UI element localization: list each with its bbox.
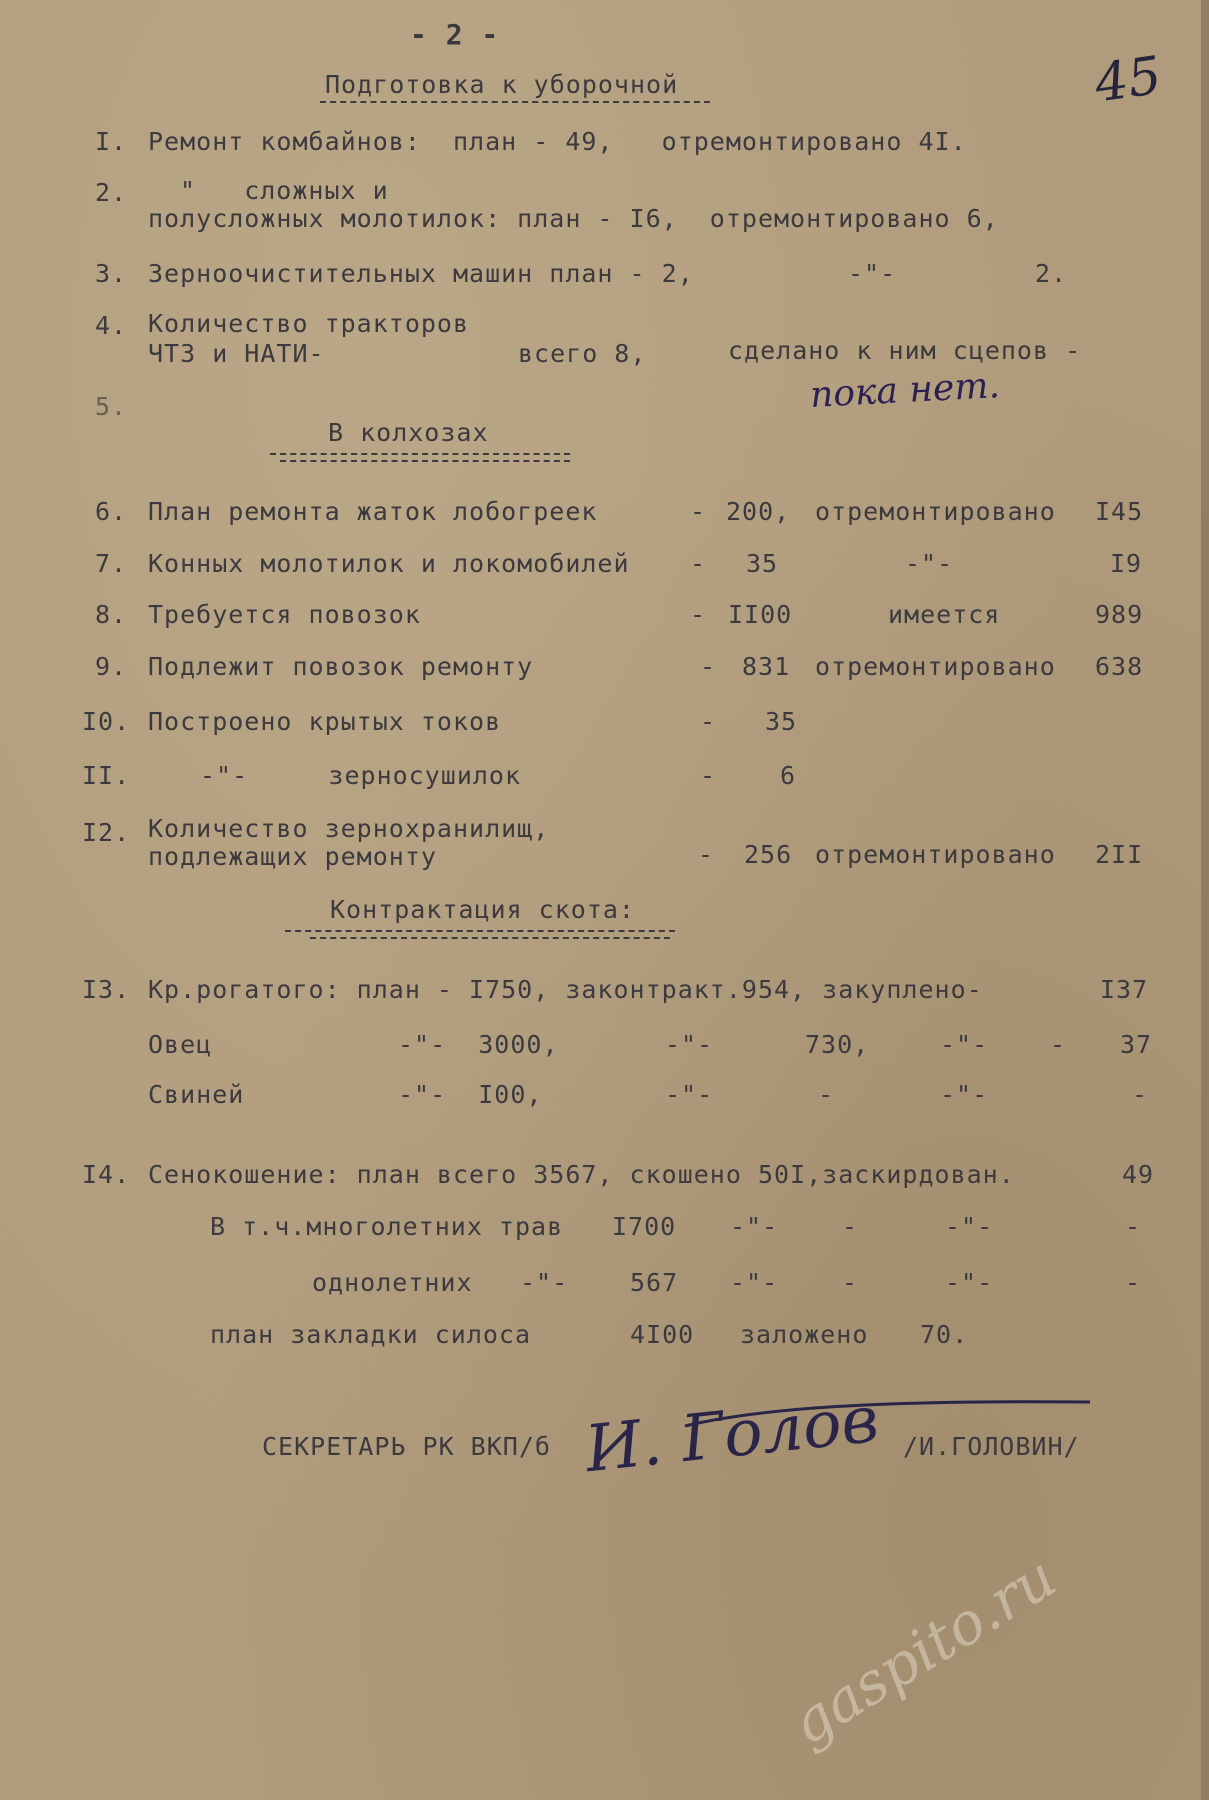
perennial-value: I700: [612, 1212, 677, 1241]
annual-label: однолетних: [312, 1268, 473, 1297]
dash-mark: -: [842, 1268, 859, 1297]
item-number: 2.: [95, 178, 128, 207]
row-label: Конных молотилок и локомобилей: [148, 549, 630, 578]
row-label: -"- зерносушилок: [200, 761, 522, 790]
dash-mark: -: [1125, 1268, 1142, 1297]
livestock-pigs-contracted: -: [818, 1080, 835, 1109]
ditto-mark: -"-: [940, 1080, 989, 1109]
row-label: Подлежит повозок ремонту: [148, 652, 534, 681]
row-value: 35: [746, 549, 779, 578]
section-title-collective-farms: В колхозах: [328, 418, 489, 447]
secretary-name: /И.ГОЛОВИН/: [903, 1432, 1080, 1461]
row-number: 8.: [95, 600, 128, 629]
section-title-underline: [270, 453, 570, 455]
handwritten-signature: И. Голов: [581, 1382, 882, 1488]
item-number: I.: [95, 127, 128, 156]
row-value: 35: [765, 707, 798, 736]
item-number: 3.: [95, 259, 128, 288]
row-result: 989: [1095, 600, 1144, 629]
row-value: 256: [744, 840, 793, 869]
ditto-mark: -"-: [945, 1212, 994, 1241]
page-number: - 2 -: [410, 18, 500, 51]
ditto-mark: -"-: [730, 1268, 779, 1297]
item-tractors-line2: ЧТЗ и НАТИ-: [148, 339, 325, 368]
ditto-mark: -"-: [665, 1080, 714, 1109]
dash-mark: -: [842, 1212, 859, 1241]
item-tractors-hitches: сделано к ним сцепов -: [728, 336, 1082, 365]
livestock-pigs-label: Свиней: [148, 1080, 245, 1109]
item-tractors-total: всего 8,: [518, 339, 647, 368]
row-dash: -: [690, 549, 707, 578]
row-number: 7.: [95, 549, 128, 578]
section-title-underline: [280, 460, 570, 462]
ditto-mark: -"-: [848, 259, 897, 288]
haymaking-line: Сенокошение: план всего 3567, скошено 50I,заскирдован.: [148, 1160, 1015, 1189]
ditto-mark: -"-: [945, 1268, 994, 1297]
row-result: I9: [1110, 549, 1143, 578]
row-result: 2II: [1095, 840, 1144, 869]
row-dash: -: [690, 497, 707, 526]
row-number: 6.: [95, 497, 128, 526]
silage-plan-value: 4I00: [630, 1320, 695, 1349]
row-dash: -: [700, 652, 717, 681]
row-value: II00: [728, 600, 793, 629]
row-number: I0.: [82, 707, 131, 736]
row-number: I3.: [82, 975, 131, 1004]
section-title-livestock: Контрактация скота:: [330, 895, 635, 924]
row-status: -"-: [905, 549, 954, 578]
livestock-cattle-result: I37: [1100, 975, 1149, 1004]
row-status: имеется: [888, 600, 1001, 629]
row-label: Построено крытых токов: [148, 707, 502, 736]
row-result: 638: [1095, 652, 1144, 681]
row-value: 6: [780, 761, 797, 790]
row-status: отремонтировано: [815, 840, 1056, 869]
row-dash: -: [698, 840, 715, 869]
annual-value: 567: [630, 1268, 679, 1297]
livestock-sheep-plan: -"- 3000,: [398, 1030, 559, 1059]
item-thresher-line1: " сложных и: [180, 176, 389, 205]
ditto-mark: -"-: [940, 1030, 989, 1059]
row-result: I45: [1095, 497, 1144, 526]
handwritten-note: пока нет.: [809, 365, 1001, 416]
silage-label: план закладки силоса: [210, 1320, 532, 1349]
page-edge: [1201, 0, 1209, 1800]
row-dash: -: [700, 707, 717, 736]
ditto-mark: -"-: [520, 1268, 569, 1297]
dash-mark: -: [1050, 1030, 1067, 1059]
row-status: отремонтировано: [815, 497, 1056, 526]
item-combine-repair: Ремонт комбайнов: план - 49, отремонтировано 4I.: [148, 127, 967, 156]
row-label-line2: подлежащих ремонту: [148, 842, 437, 871]
haymaking-result: 49: [1122, 1160, 1155, 1189]
row-value: 831: [742, 652, 791, 681]
row-number: II.: [82, 761, 131, 790]
row-dash: -: [690, 600, 707, 629]
row-number: I4.: [82, 1160, 131, 1189]
section-title-underline: [310, 937, 670, 939]
row-label: План ремонта жаток лобогреек: [148, 497, 598, 526]
item-number: 5.: [95, 392, 128, 421]
signature-flourish: [680, 1388, 1100, 1438]
row-label-line1: Количество зернохранилищ,: [148, 814, 550, 843]
item-grain-cleaners: Зерноочистительных машин план - 2,: [148, 259, 694, 288]
silage-laid-label: заложено: [740, 1320, 869, 1349]
row-number: I2.: [82, 818, 131, 847]
livestock-sheep-result: 37: [1120, 1030, 1153, 1059]
livestock-cattle: Кр.рогатого: план - I750, законтракт.954, закуплено-: [148, 975, 983, 1004]
watermark: gaspito.ru: [778, 1542, 1068, 1758]
ditto-mark: -"-: [665, 1030, 714, 1059]
item-grain-cleaners-value: 2.: [1035, 259, 1068, 288]
item-number: 4.: [95, 311, 128, 340]
ditto-mark: -"-: [730, 1212, 779, 1241]
archive-page-number: 45: [1091, 45, 1166, 115]
livestock-sheep-contracted: 730,: [805, 1030, 870, 1059]
row-label: Требуется повозок: [148, 600, 421, 629]
perennial-label: В т.ч.многолетних трав: [210, 1212, 564, 1241]
row-value: 200,: [726, 497, 791, 526]
livestock-sheep-label: Овец: [148, 1030, 213, 1059]
item-tractors-line1: Количество тракторов: [148, 309, 470, 338]
silage-laid-value: 70.: [920, 1320, 969, 1349]
section-title-underline: [285, 930, 675, 932]
section-title-underline: [320, 101, 710, 103]
row-status: отремонтировано: [815, 652, 1056, 681]
secretary-title: СЕКРЕТАРЬ РК ВКП/б: [262, 1432, 551, 1461]
row-number: 9.: [95, 652, 128, 681]
dash-mark: -: [1125, 1212, 1142, 1241]
section-title-harvest: Подготовка к уборочной: [325, 70, 679, 99]
livestock-pigs-result: -: [1132, 1080, 1149, 1109]
item-thresher-line2: полусложных молотилок: план - I6, отремонтировано 6,: [148, 204, 999, 233]
row-dash: -: [700, 761, 717, 790]
livestock-pigs-plan: -"- I00,: [398, 1080, 543, 1109]
